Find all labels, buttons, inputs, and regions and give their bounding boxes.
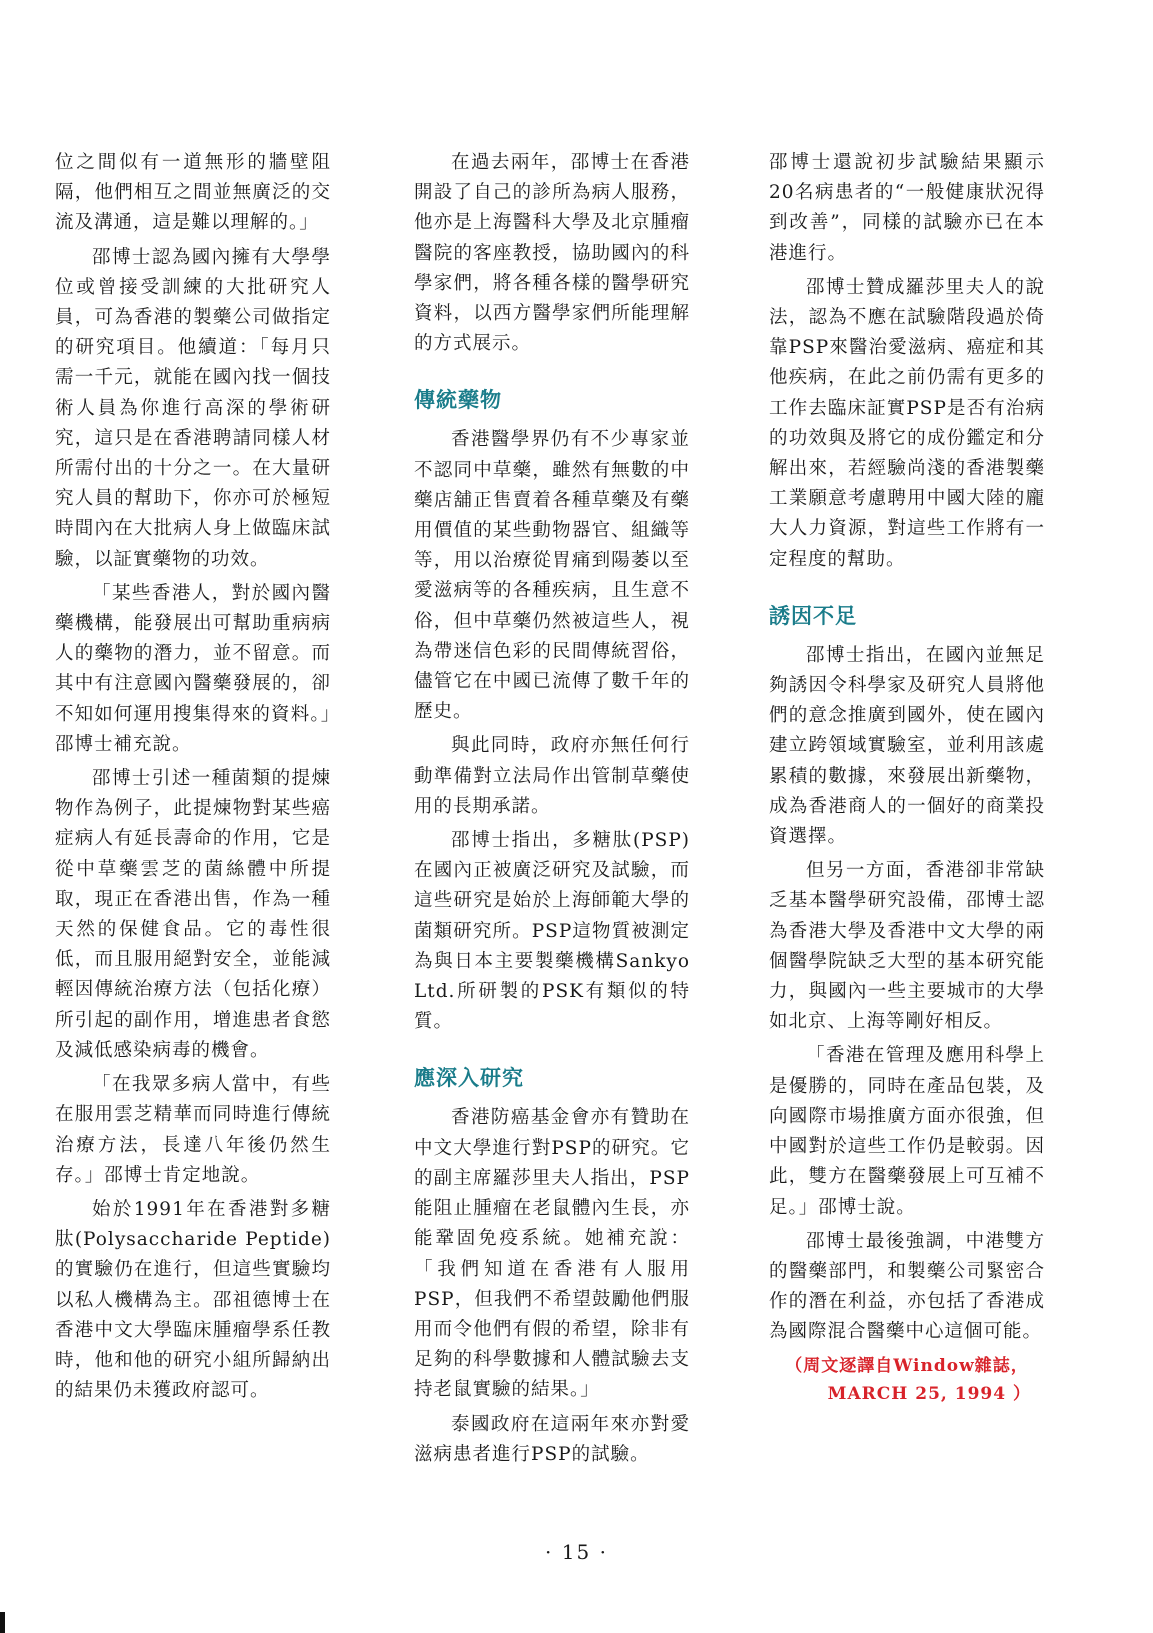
section-heading: 應深入研究 — [414, 1066, 524, 1091]
paragraph: 邵博士還說初步試驗結果顯示20名病患者的“一般健康狀況得到改善”，同樣的試驗亦已在本港進行。 — [769, 152, 1045, 264]
scan-edge-mark — [0, 1612, 5, 1633]
paragraph: 始於1991年在香港對多糖肽(Polysaccharide Peptide)的實驗仍在進行，但這些實驗均以私人機構為主。邵祖德博士在香港中文大學臨床腫瘤學系任教時，他和他的研究小組所歸納出的結果仍未獲政府認可。 — [55, 1198, 331, 1402]
paragraph: 邵博士最後強調，中港雙方的醫藥部門，和製藥公司緊密合作的潛在利益，亦包括了香港成為國際混合醫藥中心這個可能。 — [769, 1230, 1045, 1343]
paragraph: 邵博士指出，多糖肽(PSP)在國內正被廣泛研究及試驗，而這些研究是始於上海師範大學的菌類研究所。PSP這物質被測定為與日本主要製藥機構Sankyo Ltd.所研製的PSK有類似的特質。 — [414, 830, 690, 1033]
column-right — [769, 148, 1045, 1408]
paragraph: 「某些香港人，對於國內醫藥機構，能發展出可幫助重病病人的藥物的潛力，並不留意。而其中有注意國內醫藥發展的，卻不知如何運用搜集得來的資料。」邵博士補充說。 — [55, 582, 331, 755]
credit-date: MARCH 25, 1994 ） — [827, 1383, 1031, 1404]
paragraph: 但另一方面，香港卻非常缺乏基本醫學研究設備，邵博士認為香港大學及香港中文大學的兩個醫學院缺乏大型的基本研究能力，與國內一些主要城市的大學如北京、上海等剛好相反。 — [769, 860, 1045, 1033]
paragraph: 「在我眾多病人當中，有些在服用雲芝精華而同時進行傳統治療方法，長達八年後仍然生存。」邵博士肯定地說。 — [55, 1074, 331, 1186]
paragraph: 邵博士認為國內擁有大學學位或曾接受訓練的大批研究人員，可為香港的製藥公司做指定的研究項目。他續道：「每月只需一千元，就能在國內找一個技術人員為你進行高深的學術研究，這只是在香港聘請同樣人材所需付出的十分之一。在大量研究人員的幫助下，你亦可於極短時間內在大批病人身上做臨床試驗，以証實藥物的功效。 — [55, 246, 331, 570]
paragraph: 「香港在管理及應用科學上是優勝的，同時在產品包裝，及向國際市場推廣方面亦很強，但中國對於這些工作仍是較弱。因此，雙方在醫藥發展上可互補不足。」邵博士說。 — [769, 1045, 1045, 1218]
paragraph: 在過去兩年，邵博士在香港開設了自己的診所為病人服務，他亦是上海醫科大學及北京腫瘤醫院的客座教授，協助國內的科學家們，將各種各樣的醫學研究資料，以西方醫學家們所能理解的方式展示。 — [414, 152, 690, 355]
paragraph: 邵博士贊成羅莎里夫人的說法，認為不應在試驗階段過於倚靠PSP來醫治愛滋病、癌症和其他疾病，在此之前仍需有更多的工作去臨床証實PSP是否有治病的功效與及將它的成份鑑定和分解出來，若經驗尚淺的香港製藥工業願意考慮聘用中國大陸的龐大人力資源，對這些工作將有一定程度的幫助。 — [769, 276, 1045, 570]
paragraph: 邵博士指出，在國內並無足夠誘因令科學家及研究人員將他們的意念推廣到國外，使在國內建立跨領域實驗室，並利用該處累積的數據，來發展出新藥物，成為香港商人的一個好的商業投資選擇。 — [769, 644, 1045, 848]
column-middle — [414, 148, 690, 1474]
page-number: · 15 · — [545, 1540, 608, 1564]
translation-credit — [769, 1352, 1045, 1408]
paragraph: 邵博士引述一種菌類的提煉物作為例子，此提煉物對某些癌症病人有延長壽命的作用，它是從中草藥雲芝的菌絲體中所提取，現正在香港出售，作為一種天然的保健食品。它的毒性很低，而且服用絕對安全，並能減輕因傳統治療方法（包括化療）所引起的副作用，增進患者食慾及減低感染病毒的機會。 — [55, 768, 331, 1061]
paragraph: 泰國政府在這兩年來亦對愛滋病患者進行PSP的試驗。 — [414, 1413, 690, 1465]
paragraph: 香港防癌基金會亦有贊助在中文大學進行對PSP的研究。它的副主席羅莎里夫人指出，PSP能阻止腫瘤在老鼠體內生長，亦能鞏固免疫系統。她補充說：「我們知道在香港有人服用PSP，但我們不希望鼓勵他們服用而令他們有假的希望，除非有足夠的科學數據和人體試驗去支持老鼠實驗的結果。」 — [414, 1107, 690, 1401]
paragraph: 與此同時，政府亦無任何行動準備對立法局作出管制草藥使用的長期承諾。 — [414, 735, 690, 817]
column-left — [55, 148, 331, 1410]
section-heading: 傳統藥物 — [414, 388, 502, 413]
paragraph: 香港醫學界仍有不少專家並不認同中草藥，雖然有無數的中藥店舖正售賣着各種草藥及有藥用價值的某些動物器官、組織等等，用以治療從胃痛到陽萎以至愛滋病等的各種疾病，且生意不俗，但中草藥仍然被這些人，視為帶迷信色彩的民間傳統習俗，儘管它在中國已流傳了數千年的歷史。 — [414, 429, 690, 723]
paragraph: 位之間似有一道無形的牆壁阻隔，他們相互之間並無廣泛的交流及溝通，這是難以理解的。」 — [55, 152, 331, 234]
section-heading: 誘因不足 — [769, 603, 857, 628]
credit-line: （周文逐譯自Window雜誌， — [785, 1355, 1029, 1376]
